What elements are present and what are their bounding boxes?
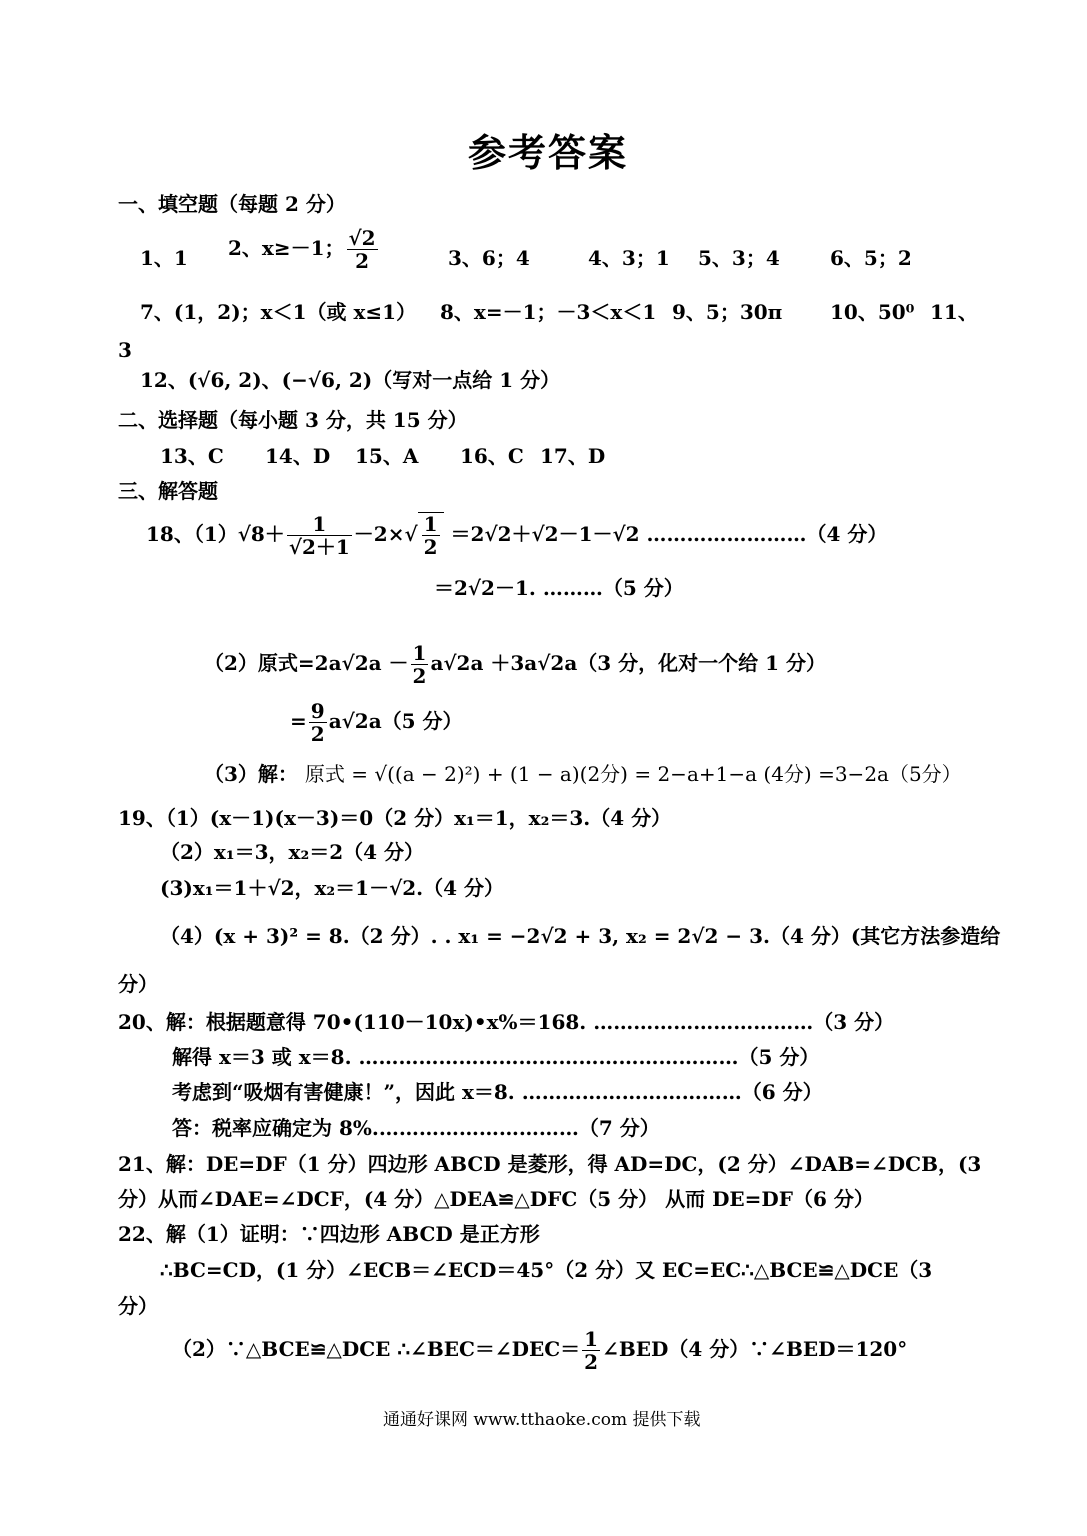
solution-text: a√2a ＋3a√2a（3 分，化对一个给 1 分） <box>430 651 827 675</box>
choice-answer: 15、A <box>355 444 419 468</box>
section-heading: 三、解答题 <box>118 479 218 503</box>
fraction: $\frac{1}{2}$ <box>584 1327 599 1374</box>
solution-line: 22、解（1）证明：∵四边形 ABCD 是正方形 <box>118 1222 540 1246</box>
fraction: $\frac{9}{2}$ <box>310 699 325 746</box>
solution-text: －2× <box>353 522 405 546</box>
solution-line: 20、解：根据题意得 70•(110－10x)•x%＝168. ……………………………（3 分） <box>118 1010 895 1034</box>
page-title: 参考答案 <box>468 130 629 175</box>
answer-item: 5、3；4 <box>698 246 780 270</box>
solution-text: 18、（1）√8＋ <box>146 522 285 546</box>
section-heading: 二、选择题（每小题 3 分，共 15 分） <box>118 408 468 432</box>
fraction: $\frac{√2}{2}$ <box>348 226 376 273</box>
answer-item: 6、5；2 <box>830 246 912 270</box>
solution-text: ∠BED（4 分）∵∠BED＝120° <box>602 1337 908 1361</box>
solution-text: a√2a（5 分） <box>328 709 463 733</box>
answer-item: 9、5；30π <box>672 300 783 324</box>
choice-answer: 17、D <box>540 444 606 468</box>
answer-item: 1、1 <box>140 246 188 270</box>
solution-text: （3）解： <box>204 762 298 786</box>
solution-line: 分） <box>118 972 158 996</box>
solution-line <box>172 1328 907 1373</box>
solution-line: 19、（1）(x－1)(x－3)＝0（2 分）x₁＝1，x₂＝3.（4 分） <box>118 806 672 830</box>
solution-line: 分） <box>118 1294 158 1318</box>
answer-item: 7、(1，2)；x＜1（或 x≤1） <box>140 300 417 324</box>
section-heading: 一、填空题（每题 2 分） <box>118 192 346 216</box>
solution-line: ∴BC=CD，(1 分）∠ECB＝∠ECD＝45°（2 分）又 EC=EC∴△BCE≌△DCE（3 <box>160 1258 933 1282</box>
solution-line: 分）从而∠DAE=∠DCF，(4 分）△DEA≌△DFC（5 分） 从而 DE=DF（6 分） <box>118 1187 874 1211</box>
answer-item: 11、 <box>930 300 978 324</box>
solution-text: （2）原式=2a√2a － <box>204 651 409 675</box>
fraction: $\frac{1}{√2+1}$ <box>288 512 350 559</box>
solution-line <box>204 642 826 687</box>
solution-line: （2）x₁＝3，x₂＝2（4 分） <box>160 840 424 864</box>
solution-text: （2）∵△BCE≌△DCE ∴∠BEC＝∠DEC＝ <box>172 1337 581 1361</box>
answer-item <box>228 227 380 272</box>
solution-line: （4）(x + 3)² = 8.（2 分）. . x₁ = −2√2 + 3, x₂ = 2√2 − 3.（4 分）(其它方法参造给 <box>160 924 1001 948</box>
solution-line: 18、（1）√8＋ $\frac{1}{√2+1}$ －2×√ $\frac{1}{2}$ ＝2√2＋√2－1－√2 ……………………（4 分） <box>146 512 888 559</box>
choice-answer: 16、C <box>460 444 524 468</box>
solution-line: 答：税率应确定为 8%.…………………………（7 分） <box>172 1116 660 1140</box>
radical <box>418 512 444 558</box>
solution-line: 21、解：DE=DF（1 分）四边形 ABCD 是菱形，得 AD=DC，(2 分）∠DAB=∠DCB，(3 <box>118 1152 982 1176</box>
page-footer: 通通好课网 www.tthaoke.com 提供下载 <box>383 1410 701 1430</box>
choice-answer: 14、D <box>265 444 331 468</box>
solution-line: 解得 x＝3 或 x＝8. …………………………………………………（5 分） <box>172 1045 820 1069</box>
answer-text: 2、x≥－1； <box>228 236 345 260</box>
solution-line: ＝2√2－1. ………（5 分） <box>434 576 684 600</box>
answer-item: 12、(√6, 2)、(−√6, 2)（写对一点给 1 分） <box>140 368 561 392</box>
answer-item: 3、6；4 <box>448 246 530 270</box>
solution-line: (3)x₁＝1＋√2，x₂＝1－√2.（4 分） <box>160 876 505 900</box>
answer-item: 10、50⁰ <box>830 300 915 324</box>
solution-text: ＝2√2＋√2－1－√2 ……………………（4 分） <box>450 522 888 546</box>
solution-text: 原式 = √((a − 2)²) + (1 − a)(2分) = 2−a+1−a (4分) =3−2a（5分） <box>304 762 962 786</box>
fraction: $\frac{1}{2}$ <box>423 512 438 559</box>
solution-line <box>290 700 463 745</box>
choice-answer: 13、C <box>160 444 224 468</box>
solution-line <box>204 762 962 786</box>
answer-item: 8、x=－1；－3＜x＜1 <box>440 300 657 324</box>
answer-item: 3 <box>118 338 132 362</box>
solution-line: 考虑到“吸烟有害健康！”，因此 x＝8. ……………………………（6 分） <box>172 1080 823 1104</box>
answer-item: 4、3；1 <box>588 246 670 270</box>
solution-text: = <box>290 709 307 733</box>
fraction: $\frac{1}{2}$ <box>412 641 427 688</box>
